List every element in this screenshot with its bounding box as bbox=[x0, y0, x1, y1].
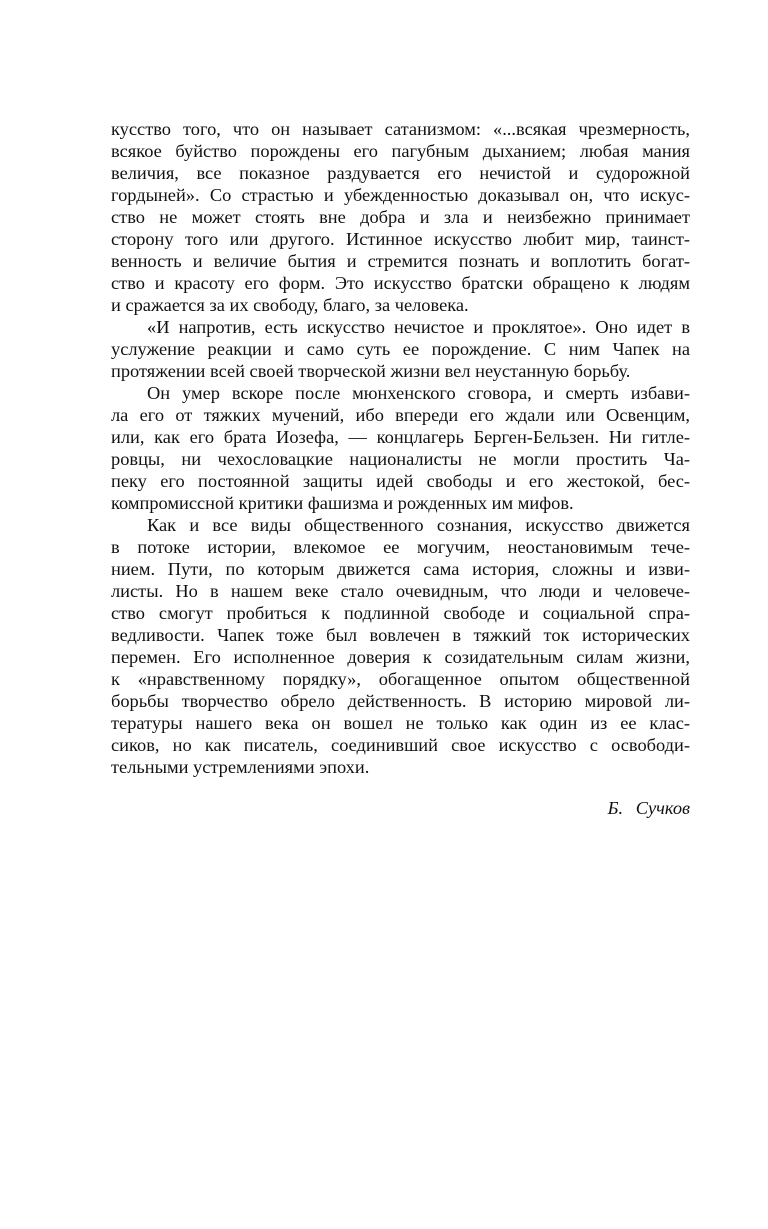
body-text bbox=[111, 118, 690, 778]
text-line: пеку его постоянной защиты идей свободы и его жестокой, бес- bbox=[111, 471, 690, 491]
text-line: сторону того или другого. Истинное искусство любит мир, таинст- bbox=[111, 229, 690, 249]
text-line: или, как его брата Иозефа, — концлагерь Берген-Бельзен. Ни гитле- bbox=[111, 427, 690, 447]
text-line: ство и красоту его форм. Это искусство братски обращено к людям bbox=[111, 273, 690, 293]
text-line: «И напротив, есть искусство нечистое и проклятое». Оно идет в bbox=[147, 317, 690, 337]
text-line: ство смогут пробиться к подлинной свободе и социальной спра- bbox=[111, 603, 690, 623]
text-line: и сражается за их свободу, благо, за человека. bbox=[111, 295, 469, 315]
text-line: компромиссной критики фашизма и рожденных им мифов. bbox=[111, 493, 574, 513]
text-line: в потоке истории, влекомое ее могучим, неостановимым тече- bbox=[111, 537, 690, 557]
text-line: перемен. Его исполненное доверия к созидательным силам жизни, bbox=[111, 647, 690, 667]
text-line: величия, все показное раздувается его нечистой и судорожной bbox=[111, 163, 690, 183]
text-line: услужение реакции и само суть ее порождение. С ним Чапек на bbox=[111, 339, 690, 359]
text-line: листы. Но в нашем веке стало очевидным, что люди и человече- bbox=[111, 581, 690, 601]
paragraph bbox=[111, 514, 690, 778]
author-signature: Б. Сучков bbox=[607, 798, 690, 818]
text-line: тературы нашего века он вошел не только как один из ее клас- bbox=[111, 713, 690, 733]
text-line: нием. Пути, по которым движется сама история, сложны и изви- bbox=[111, 559, 690, 579]
text-line: Как и все виды общественного сознания, искусство движется bbox=[147, 515, 690, 535]
text-line: тельными устремлениями эпохи. bbox=[111, 757, 370, 777]
paragraph bbox=[111, 382, 690, 514]
text-line: венность и величие бытия и стремится познать и воплотить богат- bbox=[111, 251, 690, 271]
text-line: ровцы, ни чехословацкие националисты не могли простить Ча- bbox=[111, 449, 690, 469]
text-line: борьбы творчество обрело действенность. В историю мировой ли- bbox=[111, 691, 690, 711]
text-line: Он умер вскоре после мюнхенского сговора, и смерть избави- bbox=[147, 383, 690, 403]
text-line: сиков, но как писатель, соединивший свое искусство с освободи- bbox=[111, 735, 690, 755]
text-line: всякое буйство порождены его пагубным дыханием; любая мания bbox=[111, 141, 690, 161]
paragraph bbox=[111, 316, 690, 382]
text-line: гордыней». Со страстью и убежденностью доказывал он, что искус- bbox=[111, 185, 690, 205]
text-line: ство не может стоять вне добра и зла и неизбежно принимает bbox=[111, 207, 690, 227]
text-line: к «нравственному порядку», обогащенное опытом общественной bbox=[111, 669, 690, 689]
text-line: протяжении всей своей творческой жизни вел неустанную борьбу. bbox=[111, 361, 631, 381]
text-line: кусство того, что он называет сатанизмом: «...всякая чрезмерность, bbox=[111, 119, 690, 139]
paragraph bbox=[111, 118, 690, 316]
text-line: ведливости. Чапек тоже был вовлечен в тяжкий ток исторических bbox=[111, 625, 690, 645]
text-line: ла его от тяжких мучений, ибо впереди его ждали или Освенцим, bbox=[111, 405, 690, 425]
